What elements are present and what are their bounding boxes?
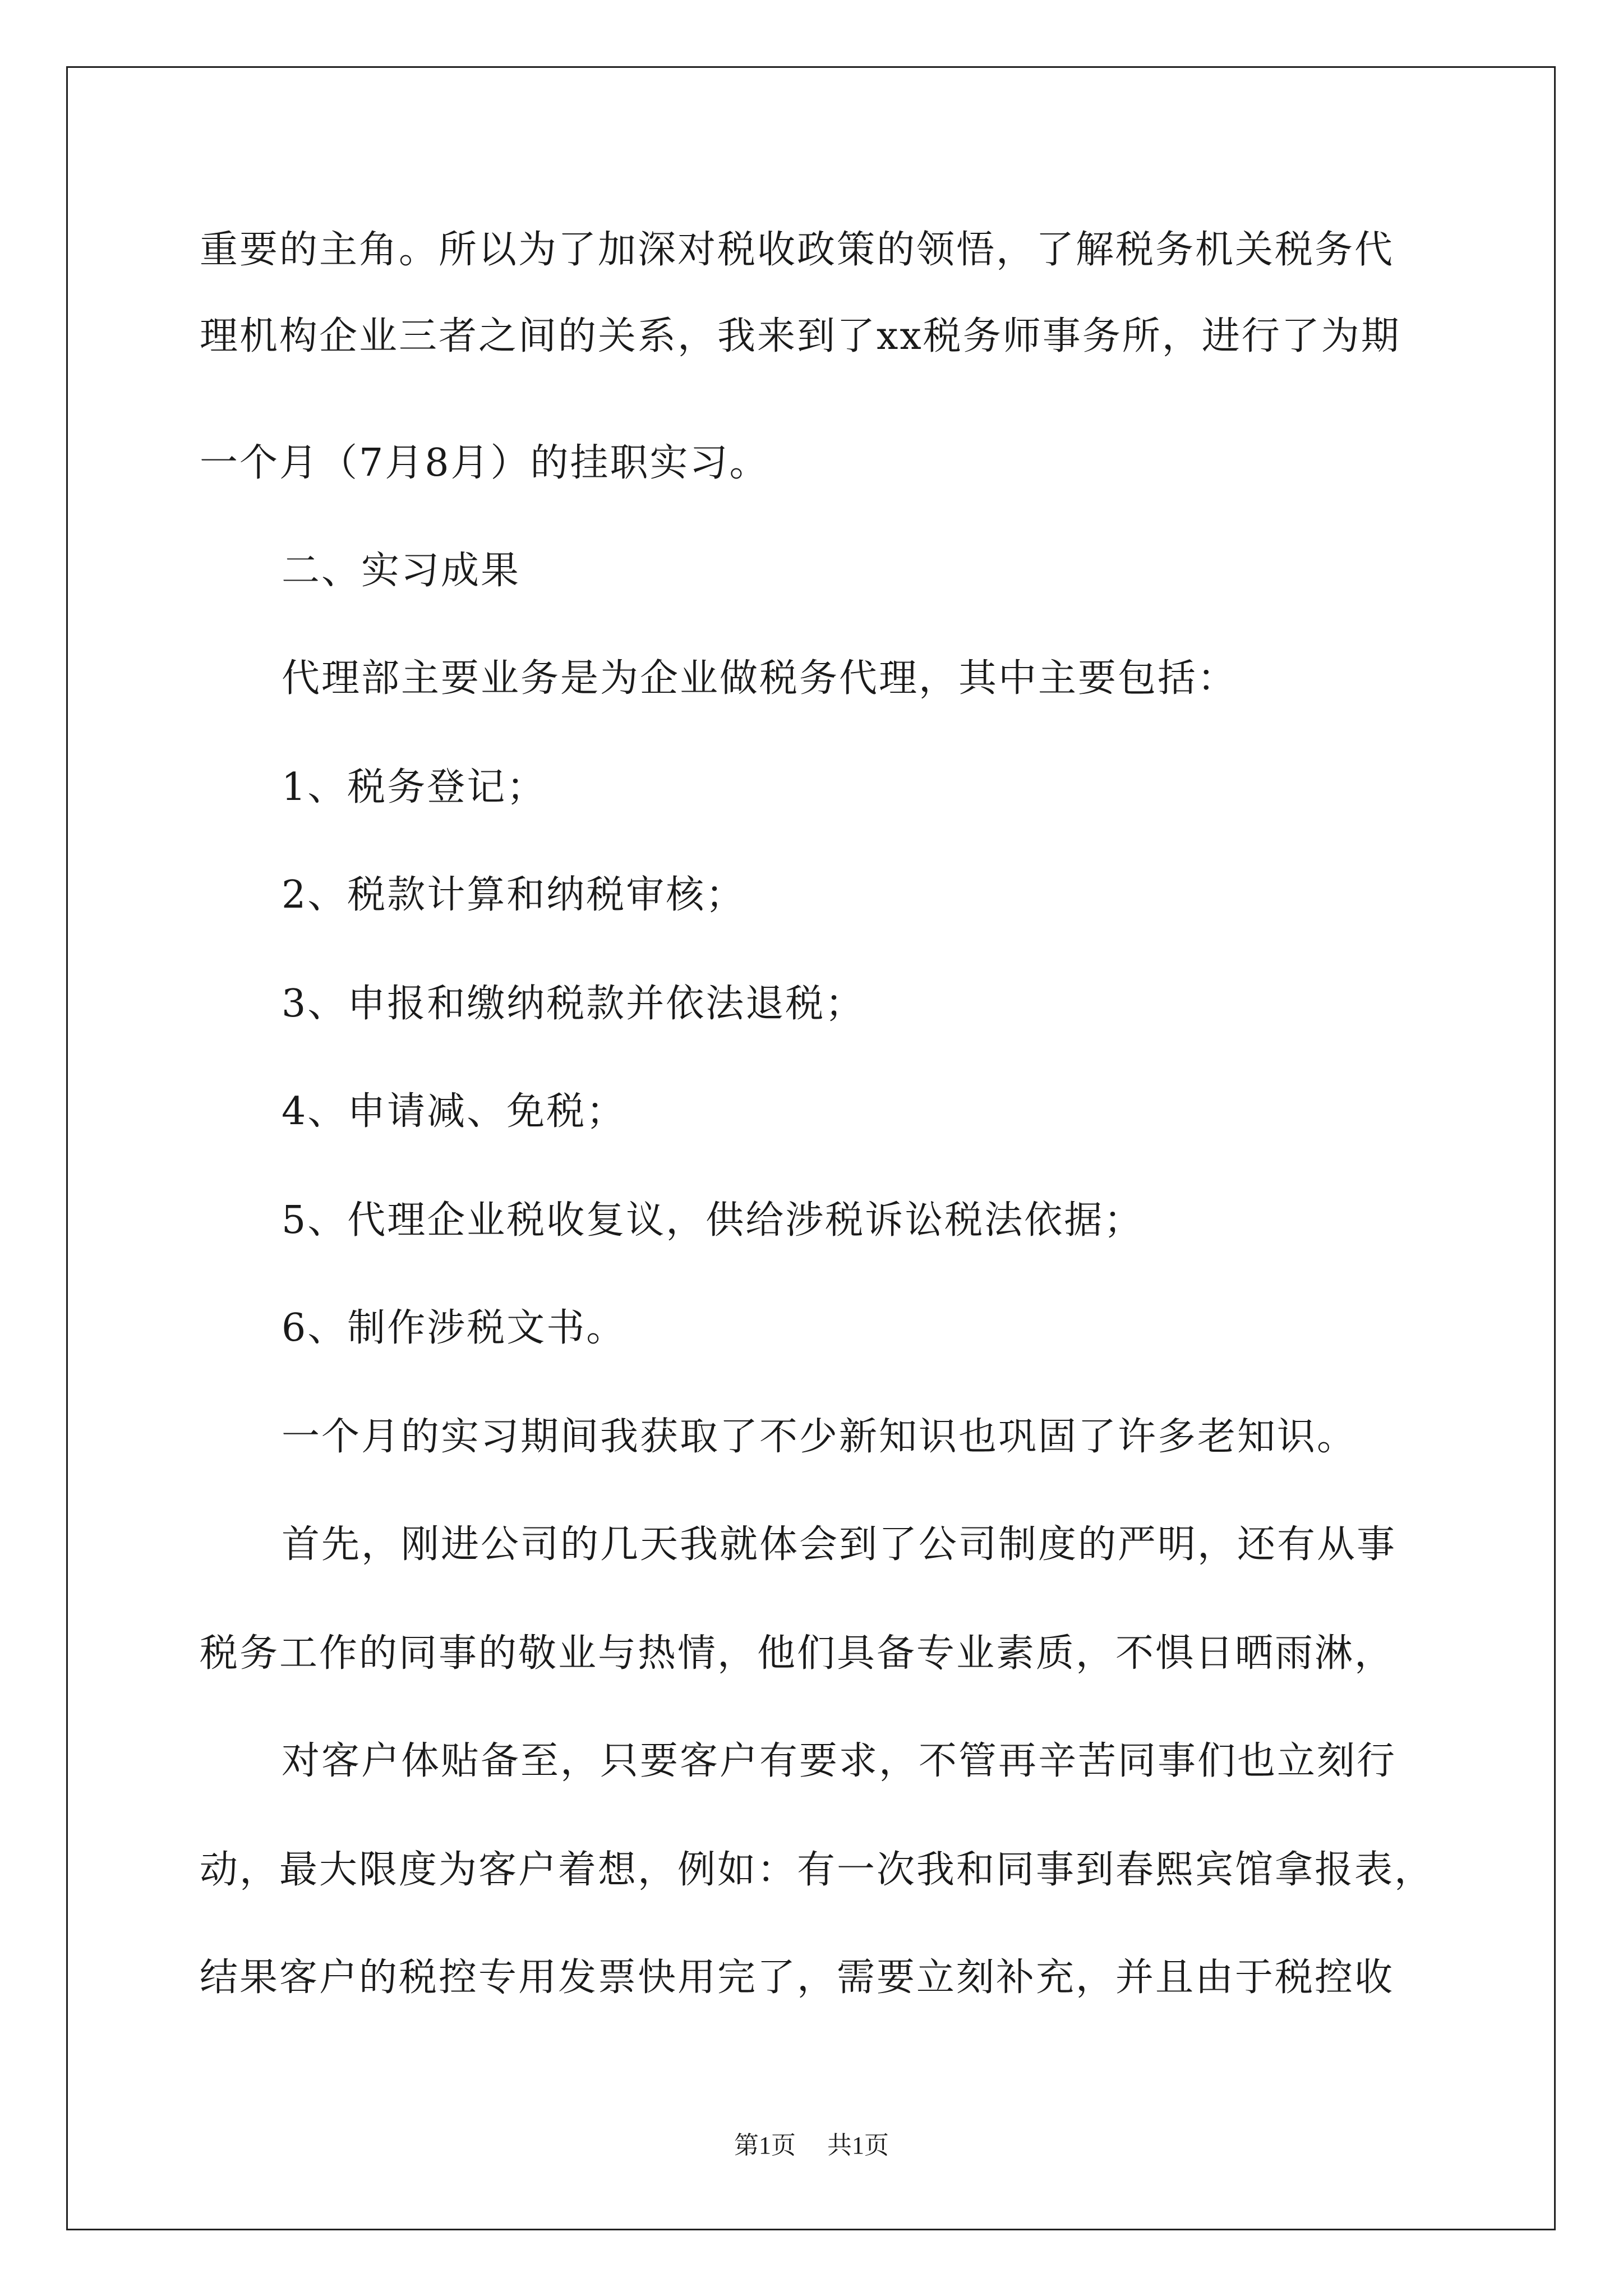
body-text-line: 税务工作的同事的敬业与热情，他们具备专业素质，不惧日晒雨淋， bbox=[200, 1631, 1395, 1676]
body-text-line: 动，最大限度为客户着想，例如：有一次我和同事到春熙宾馆拿报表， bbox=[200, 1848, 1435, 1892]
list-item: 1、税务登记； bbox=[282, 765, 547, 809]
list-item: 6、制作涉税文书。 bbox=[282, 1306, 626, 1350]
page-number: 第1页 bbox=[734, 2132, 796, 2159]
body-text-line: 一个月（7月8月）的挂职实习。 bbox=[200, 441, 769, 485]
page-footer bbox=[0, 2125, 1623, 2161]
list-item: 4、申请减、免税； bbox=[282, 1089, 626, 1134]
list-item: 5、代理企业税收复议，供给涉税诉讼税法依据； bbox=[282, 1198, 1144, 1243]
body-text-line: 理机构企业三者之间的关系，我来到了xx税务师事务所，进行了为期 bbox=[200, 314, 1401, 358]
page-total: 共1页 bbox=[827, 2132, 889, 2159]
body-text-line: 重要的主角。所以为了加深对税收政策的领悟，了解税务机关税务代 bbox=[200, 228, 1395, 272]
body-text-line: 首先，刚进公司的几天我就体会到了公司制度的严明，还有从事 bbox=[282, 1522, 1397, 1567]
section-heading: 二、实习成果 bbox=[282, 549, 521, 593]
body-text-line: 一个月的实习期间我获取了不少新知识也巩固了许多老知识。 bbox=[282, 1415, 1357, 1459]
body-text-line: 对客户体贴备至，只要客户有要求，不管再辛苦同事们也立刻行 bbox=[282, 1739, 1397, 1783]
body-text-line: 代理部主要业务是为企业做税务代理，其中主要包括： bbox=[282, 656, 1238, 701]
body-text-line: 结果客户的税控专用发票快用完了，需要立刻补充，并且由于税控收 bbox=[200, 1955, 1395, 2000]
list-item: 2、税款计算和纳税审核； bbox=[282, 873, 746, 917]
list-item: 3、申报和缴纳税款并依法退税； bbox=[282, 982, 865, 1026]
page-border bbox=[66, 66, 1556, 2230]
